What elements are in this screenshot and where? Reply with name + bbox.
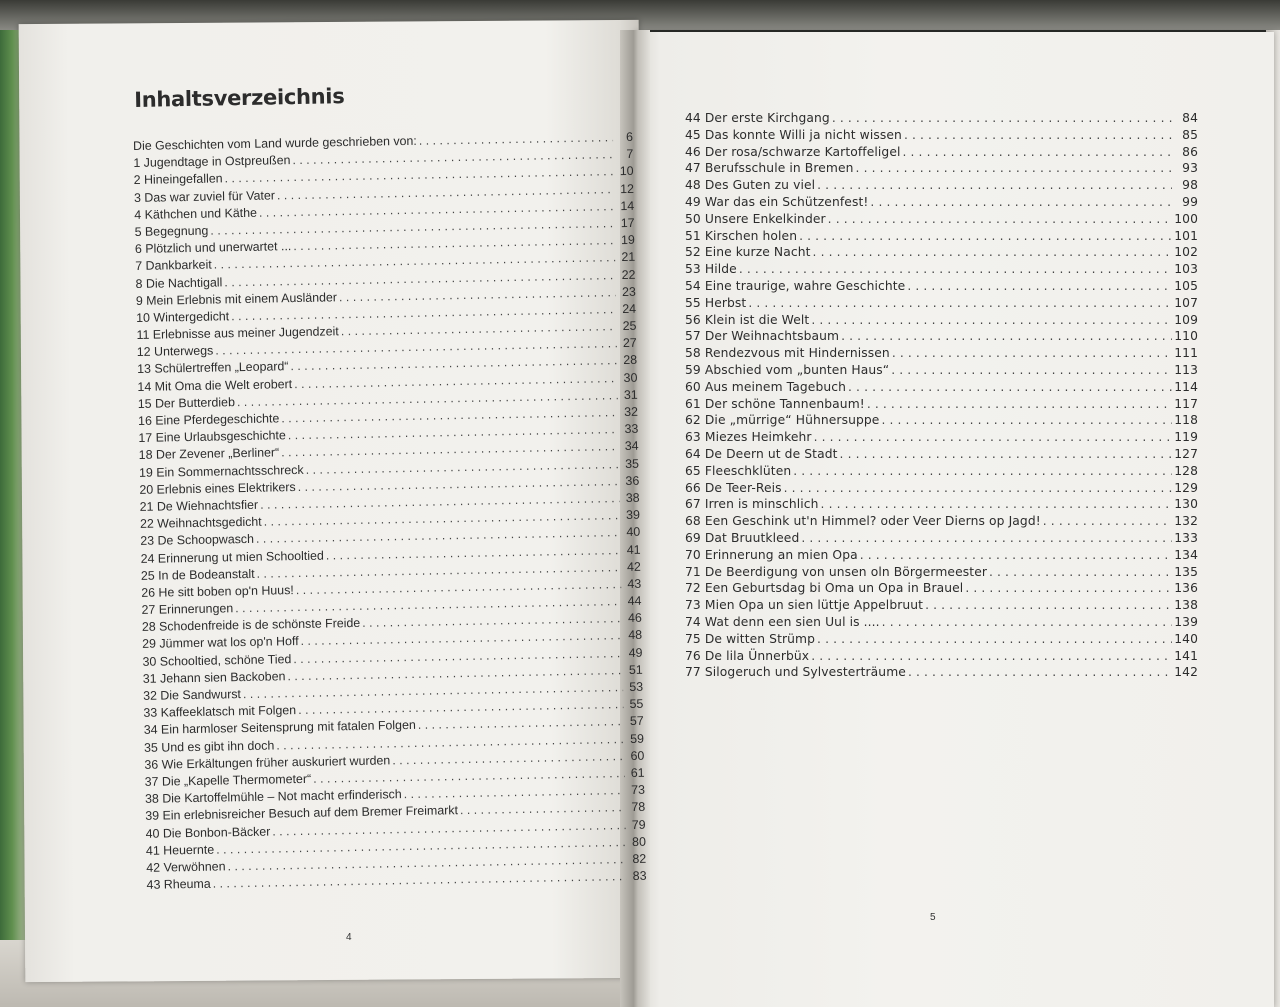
toc-list-right [685, 110, 1198, 681]
toc-entry [685, 127, 1198, 144]
toc-entry-title: 18 Der Zevener „Berliner“ [138, 445, 280, 463]
toc-entry [685, 160, 1198, 177]
toc-entry-title: 74 Wat denn een sien Uul is .... [685, 614, 880, 629]
toc-entry-title: 61 Der schöne Tannenbaum! [685, 396, 865, 411]
dot-leader [814, 429, 1172, 446]
dot-leader [882, 614, 1172, 631]
toc-entry-page: 82 [632, 851, 647, 866]
toc-entry-title: 35 Und es gibt ihn doch [143, 738, 275, 755]
toc-entry-page: 117 [1174, 396, 1198, 411]
toc-entry-title: 28 Schodenfreide is de schönste Freide [141, 616, 361, 635]
toc-entry-title: 19 Ein Sommernachtsschreck [138, 462, 304, 480]
toc-entry-title: 36 Wie Erkältungen früher auskuriert wurden [144, 753, 391, 772]
toc-entry [685, 312, 1198, 329]
toc-entry-title: 41 Heuernte [145, 842, 215, 858]
toc-entry-page: 134 [1174, 547, 1198, 562]
toc-entry-title: 75 De witten Strümp [685, 631, 816, 646]
toc-entry-page: 100 [1174, 211, 1198, 226]
toc-entry [685, 513, 1198, 530]
toc-entry-page: 40 [626, 525, 641, 540]
toc-entry-page: 25 [622, 318, 637, 334]
toc-entry [685, 328, 1198, 345]
toc-entry [685, 144, 1198, 161]
toc-list-left [133, 129, 647, 894]
toc-entry-page: 53 [629, 679, 644, 694]
toc-entry-title: 6 Plötzlich und unerwartet ... [134, 239, 292, 257]
toc-entry-title: Die Geschichten vom Land wurde geschrieben von: [132, 133, 417, 153]
dot-leader [832, 110, 1172, 127]
toc-entry-page: 21 [621, 250, 636, 265]
toc-entry-title: 62 Die „mürrige“ Hühnersuppe [685, 413, 880, 428]
toc-entry-page: 43 [627, 576, 642, 591]
toc-entry-page: 33 [624, 421, 639, 437]
toc-entry-title: 10 Wintergedicht [136, 309, 230, 325]
dot-leader [908, 664, 1172, 681]
toc-entry-page: 30 [623, 370, 638, 385]
toc-entry-page: 132 [1174, 514, 1198, 529]
toc-entry [685, 480, 1198, 497]
toc-entry [685, 496, 1198, 513]
dot-leader [1043, 513, 1172, 530]
toc-entry-title: 76 De lila Ünnerbüx [685, 648, 810, 663]
toc-entry-page: 129 [1174, 480, 1198, 495]
toc-entry-page: 107 [1174, 295, 1198, 310]
toc-entry-title: 72 Een Geburtsdag bi Oma un Opa in Brauel [685, 581, 964, 596]
toc-entry-title: 32 Die Sandwurst [143, 687, 242, 703]
toc-entry-title: 17 Eine Urlaubsgeschichte [138, 428, 286, 446]
toc-entry [685, 614, 1198, 631]
toc-entry-page: 102 [1174, 245, 1198, 260]
dot-leader [903, 144, 1172, 161]
toc-entry-title: 15 Der Butterdieb [137, 394, 236, 411]
toc-entry-title: 58 Rendezvous mit Hindernissen [685, 346, 890, 361]
toc-entry-title: 37 Die „Kapelle Thermometer“ [144, 771, 312, 789]
toc-entry-page: 127 [1174, 446, 1198, 461]
toc-entry-title: 20 Erlebnis eines Elektrikers [139, 479, 296, 497]
toc-entry-page: 51 [628, 662, 643, 677]
toc-entry-title: 68 Een Geschink ut'n Himmel? oder Veer Dierns op Jagd! [685, 514, 1041, 529]
toc-entry-page: 6 [625, 129, 634, 144]
page-number-right: 5 [930, 912, 936, 923]
toc-entry-title: 4 Käthchen und Käthe [134, 205, 258, 222]
toc-entry-title: 21 De Wiehnachtsfier [139, 497, 259, 514]
toc-entry-title: 42 Verwöhnen [146, 859, 226, 875]
dot-leader [904, 127, 1172, 144]
toc-entry-page: 42 [626, 559, 641, 574]
table-of-contents-left [132, 79, 647, 894]
toc-entry-page: 103 [1174, 262, 1198, 277]
toc-entry-title: 73 Mien Opa un sien lüttje Appelbruut [685, 598, 924, 613]
toc-entry-title: 24 Erinnerung ut mien Schooltied [140, 548, 324, 566]
toc-entry-title: 64 De Deern ut de Stadt [685, 446, 838, 461]
toc-entry [685, 244, 1198, 261]
toc-entry-title: 34 Ein harmloser Seitensprung mit fatalen Folgen [143, 718, 416, 738]
dot-leader [784, 480, 1172, 497]
toc-entry-title: 52 Eine kurze Nacht [685, 245, 811, 260]
toc-entry-title: 25 In de Bodeanstalt [140, 566, 255, 583]
toc-entry-page: 36 [625, 473, 640, 488]
toc-entry [685, 597, 1198, 614]
toc-entry-title: 63 Miezes Heimkehr [685, 430, 812, 445]
toc-entry-title: 50 Unsere Enkelkinder [685, 211, 826, 226]
dot-leader [811, 648, 1172, 665]
toc-entry-title: 33 Kaffeeklatsch mit Folgen [143, 703, 297, 721]
toc-entry-title: 65 Fleeschklüten [685, 463, 792, 478]
toc-entry-page: 133 [1174, 530, 1198, 545]
toc-entry [685, 446, 1198, 463]
toc-entry-page: 24 [622, 301, 637, 316]
toc-entry-title: 51 Kirschen holen [685, 228, 798, 243]
dot-leader [867, 396, 1172, 413]
dot-leader [801, 530, 1172, 547]
toc-entry [685, 547, 1198, 564]
toc-entry-page: 48 [628, 628, 643, 643]
toc-entry-title: 38 Die Kartoffelmühle – Not macht erfinderisch [144, 787, 402, 807]
toc-entry-title: 69 Dat Bruutkleed [685, 530, 800, 545]
toc-entry-page: 118 [1174, 413, 1198, 428]
toc-entry-page: 14 [620, 198, 635, 213]
toc-entry-title: 8 Die Nachtigall [135, 274, 223, 291]
toc-entry-page: 83 [632, 868, 647, 884]
toc-entry [685, 110, 1198, 127]
toc-entry-page: 23 [621, 284, 636, 299]
toc-entry-title: 43 Rheuma [146, 876, 211, 892]
toc-entry-title: 14 Mit Oma die Welt erobert [137, 376, 293, 394]
toc-entry [685, 345, 1198, 362]
toc-entry-title: 67 Irren is minschlich [685, 497, 819, 512]
toc-entry-page: 44 [627, 593, 642, 609]
toc-entry-title: 5 Begegnung [134, 223, 209, 239]
toc-entry-page: 46 [627, 610, 642, 626]
dot-leader [748, 295, 1172, 312]
toc-entry [685, 580, 1198, 597]
toc-entry-title: 66 De Teer-Reis [685, 480, 782, 495]
toc-entry-page: 105 [1174, 278, 1198, 293]
toc-entry-title: 29 Jümmer wat los op'n Hoff [142, 634, 299, 652]
toc-entry-title: 9 Mein Erlebnis mit einem Ausländer [135, 289, 338, 308]
toc-entry-page: 93 [1182, 161, 1198, 176]
toc-entry-title: 16 Eine Pferdegeschichte [137, 411, 280, 428]
toc-entry-page: 78 [631, 800, 646, 815]
dot-leader [799, 228, 1172, 245]
toc-entry-page: 34 [624, 439, 639, 454]
toc-entry [685, 412, 1198, 429]
toc-entry-page: 60 [630, 748, 645, 763]
toc-entry-title: 70 Erinnerung an mien Opa [685, 547, 858, 562]
toc-entry-title: 54 Eine traurige, wahre Geschichte [685, 278, 906, 293]
toc-entry-title: 1 Jugendtage in Ostpreußen [133, 153, 291, 171]
dot-leader [965, 580, 1172, 597]
toc-entry-title: 53 Hilde [685, 262, 737, 277]
toc-entry-page: 138 [1174, 598, 1198, 613]
toc-entry-title: 27 Erinnerungen [141, 601, 234, 617]
toc-entry-page: 35 [625, 456, 640, 471]
toc-entry [685, 278, 1198, 295]
toc-entry-page: 130 [1174, 497, 1198, 512]
toc-entry-page: 113 [1174, 362, 1198, 377]
toc-entry-page: 55 [629, 696, 644, 712]
page-title: Inhaltsverzeichnis [133, 84, 345, 112]
toc-entry-page: 17 [620, 215, 635, 231]
toc-entry-page: 141 [1174, 648, 1198, 663]
dot-leader [989, 564, 1172, 581]
dot-leader [925, 597, 1172, 614]
toc-entry-title: 40 Die Bonbon-Bäcker [145, 824, 271, 841]
toc-entry-title: 23 De Schoopwasch [140, 532, 255, 549]
toc-entry-title: 49 War das ein Schützenfest! [685, 194, 869, 209]
toc-entry-page: 59 [630, 731, 645, 746]
toc-entry-title: 45 Das konnte Willi ja nicht wissen [685, 127, 902, 142]
dot-leader [870, 194, 1172, 211]
toc-entry-page: 7 [626, 147, 634, 162]
toc-entry [685, 379, 1198, 396]
dot-leader [892, 345, 1172, 362]
toc-entry [685, 648, 1198, 665]
toc-entry-page: 119 [1174, 430, 1198, 445]
toc-entry-title: 30 Schooltied, schöne Tied [142, 651, 292, 669]
toc-entry-title: 59 Abschied vom „bunten Haus“ [685, 362, 890, 377]
dot-leader [841, 328, 1172, 345]
toc-entry-title: 56 Klein ist die Welt [685, 312, 810, 327]
toc-entry [685, 396, 1198, 413]
toc-entry-page: 73 [631, 782, 646, 798]
toc-entry-page: 135 [1174, 564, 1198, 579]
toc-entry-title: 44 Der erste Kirchgang [685, 111, 830, 125]
toc-entry-title: 48 Des Guten zu viel [685, 178, 816, 193]
toc-entry [685, 194, 1198, 211]
toc-entry-page: 22 [621, 267, 636, 282]
dot-leader [891, 362, 1172, 379]
toc-entry-page: 80 [631, 834, 647, 849]
dot-leader [881, 412, 1172, 429]
toc-entry [685, 463, 1198, 480]
toc-entry-title: 13 Schülertreffen „Leopard“ [137, 359, 289, 377]
toc-entry [685, 564, 1198, 581]
toc-entry-page: 61 [630, 765, 645, 780]
dot-leader [856, 160, 1172, 177]
dot-leader [811, 312, 1172, 329]
toc-entry-title: 77 Silogeruch und Sylvesterträume [685, 665, 906, 680]
toc-entry-page: 32 [624, 404, 639, 420]
toc-entry-page: 86 [1182, 144, 1198, 159]
toc-entry-page: 142 [1174, 665, 1198, 680]
toc-entry-page: 19 [620, 232, 635, 248]
toc-entry-page: 49 [628, 645, 643, 660]
dot-leader [840, 446, 1172, 463]
toc-entry-page: 10 [619, 164, 634, 179]
toc-entry [685, 631, 1198, 648]
toc-entry-page: 128 [1174, 463, 1198, 478]
toc-entry-page: 12 [620, 181, 635, 196]
toc-entry-page: 31 [623, 387, 638, 402]
toc-entry-page: 139 [1174, 614, 1198, 629]
toc-entry-title: 39 Ein erlebnisreicher Besuch auf dem Bremer Freimarkt [145, 803, 459, 824]
toc-entry-title: 57 Der Weihnachtsbaum [685, 329, 840, 344]
dot-leader [860, 547, 1172, 564]
toc-entry-title: 47 Berufsschule in Bremen [685, 161, 854, 176]
toc-entry-title: 3 Das war zuviel für Vater [133, 187, 276, 205]
toc-entry-page: 101 [1174, 228, 1198, 243]
toc-entry-page: 114 [1174, 379, 1198, 394]
dot-leader [828, 211, 1172, 228]
dot-leader [739, 261, 1172, 278]
toc-entry-title: 31 Jehann sien Backoben [142, 669, 286, 686]
dot-leader [817, 177, 1172, 194]
toc-entry-title: 71 De Beerdigung von unsen oln Börgermeester [685, 564, 988, 579]
toc-entry-title: 12 Unterwegs [136, 343, 214, 360]
page-number-left: 4 [346, 932, 352, 943]
toc-entry [685, 177, 1198, 194]
toc-entry-title: 2 Hineingefallen [133, 171, 223, 188]
toc-entry-page: 39 [625, 507, 641, 523]
table-of-contents-right [685, 110, 1198, 681]
toc-entry-page: 57 [629, 714, 644, 729]
toc-entry-page: 99 [1182, 194, 1198, 209]
toc-entry-title: 11 Erlebnisse aus meiner Jugendzeit [136, 324, 339, 343]
toc-entry-page: 28 [623, 353, 638, 368]
toc-entry-page: 79 [631, 817, 646, 832]
toc-entry-title: 60 Aus meinem Tagebuch [685, 379, 847, 394]
toc-entry-page: 110 [1174, 329, 1198, 344]
toc-entry [685, 664, 1198, 681]
toc-entry-title: 7 Dankbarkeit [135, 257, 212, 274]
toc-entry-page: 111 [1174, 346, 1198, 361]
dot-leader [907, 278, 1172, 295]
toc-entry-title: 46 Der rosa/schwarze Kartoffeligel [685, 144, 901, 159]
toc-entry-page: 140 [1174, 631, 1198, 646]
dot-leader [813, 244, 1172, 261]
toc-entry-title: 26 He sitt boben op'n Huus! [141, 582, 294, 600]
toc-entry-title: 55 Herbst [685, 295, 747, 310]
toc-entry-page: 98 [1182, 178, 1198, 193]
toc-entry-page: 27 [622, 336, 637, 351]
toc-entry-page: 109 [1174, 312, 1198, 327]
toc-entry [685, 362, 1198, 379]
toc-entry-title: 22 Weihnachtsgedicht [139, 514, 262, 532]
toc-entry-page: 85 [1182, 127, 1198, 142]
dot-leader [821, 496, 1172, 513]
toc-entry [685, 530, 1198, 547]
toc-entry-page: 84 [1182, 111, 1198, 125]
dot-leader [817, 631, 1172, 648]
toc-entry-page: 41 [626, 542, 641, 557]
dot-leader [848, 379, 1172, 396]
toc-entry-page: 136 [1174, 581, 1198, 596]
toc-entry [685, 429, 1198, 446]
dot-leader [793, 463, 1172, 480]
toc-entry [685, 211, 1198, 228]
toc-entry [685, 295, 1198, 312]
toc-entry-page: 38 [625, 490, 640, 505]
toc-entry [685, 228, 1198, 245]
toc-entry [685, 261, 1198, 278]
